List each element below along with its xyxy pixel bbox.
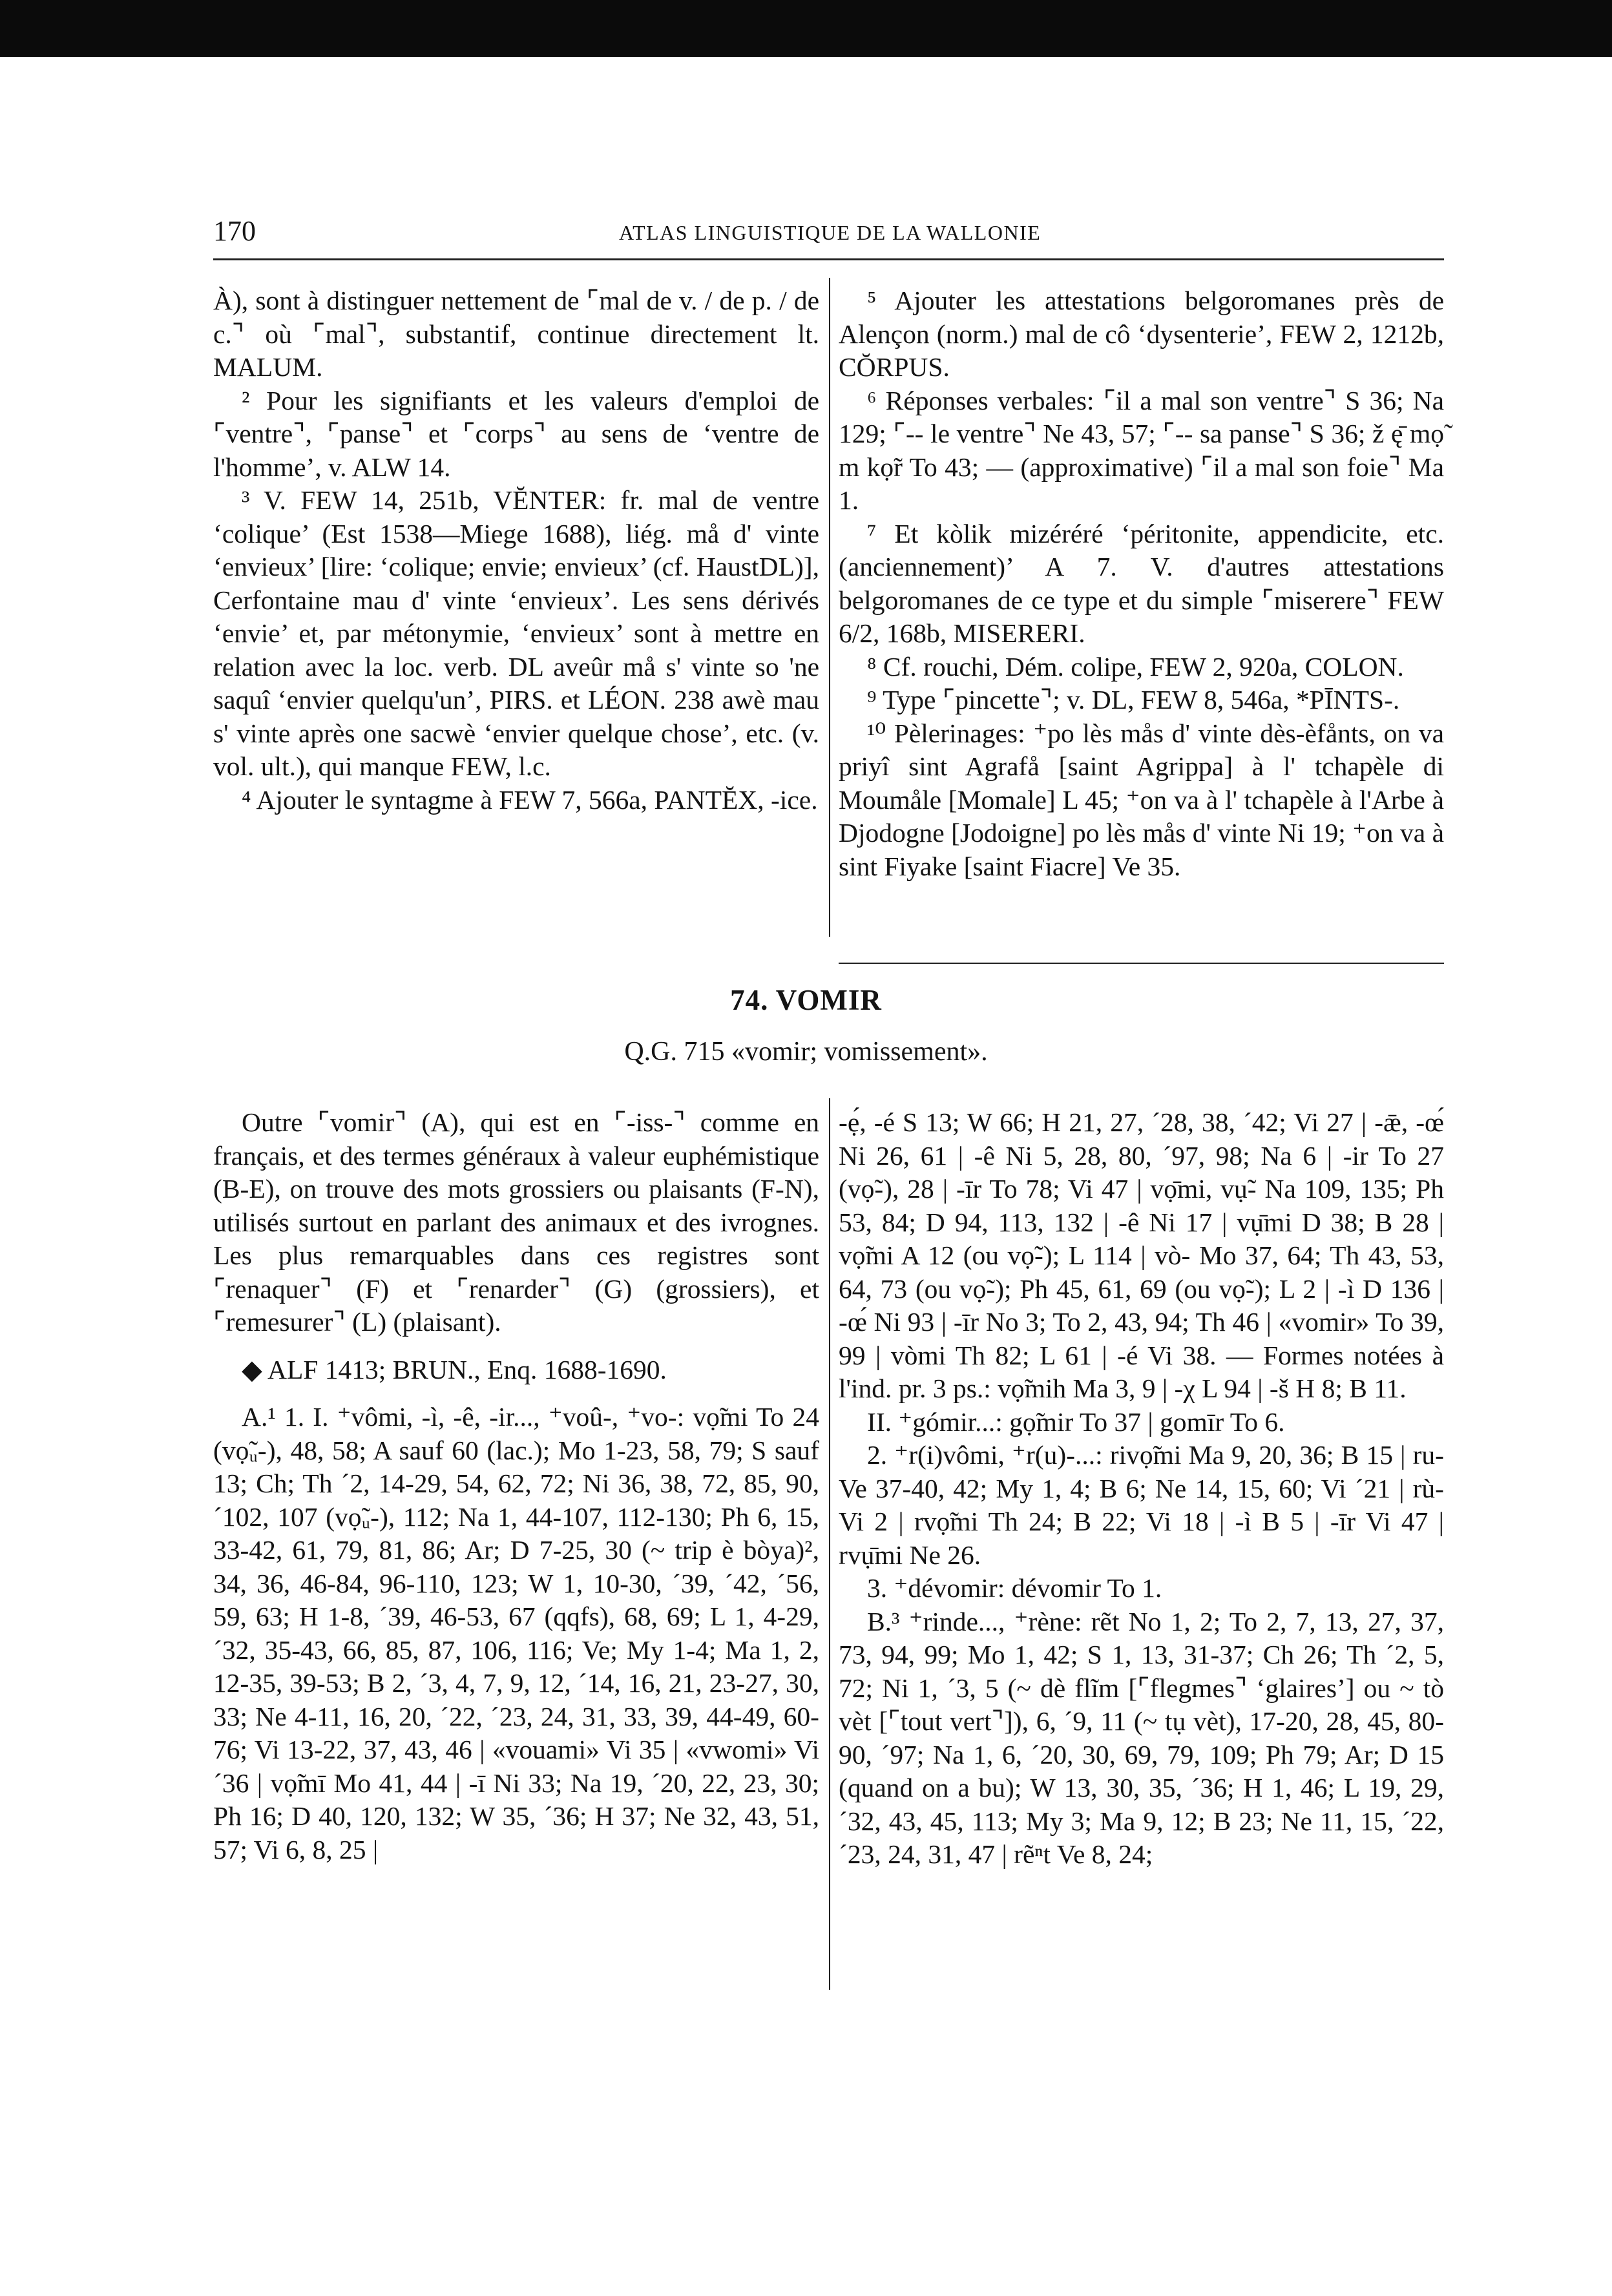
footnote-3: ³ V. FEW 14, 251b, VĔNTER: fr. mal de ventre ‘colique’ (Est 1538—Miege 1688), liég. må d' vinte ‘envieux’ [lire: ‘colique; envie; envieux’ (cf. HaustDL)], Cerfontaine mau d' vinte ‘envieux’. Les sens dérivés ‘envie’ et, par métonymie, ‘envieux’ sont à mettre en relation avec la loc. verb. DL aveûr må s' vinte so 'ne saquî ‘envier quelqu'un’, PIRS. et LÉON. 238 awè mau s' vinte après one sacwè ‘envier quelque chose’, etc. (v. vol. ult.), qui manque FEW, l.c.	[213, 485, 819, 781]
footnote-9: ⁹ Type ⌜pincette⌝; v. DL, FEW 8, 546a, *PĪNTS-.	[867, 685, 1400, 715]
body-right-column	[839, 1106, 1444, 1872]
references-line: ◆ ALF 1413; BRUN., Enq. 1688-1690.	[242, 1354, 667, 1384]
entry-a-1: A.¹ 1. I. ⁺vômi, -ì, -ê, -ir..., ⁺voû-, ⁺vo-: vọ̃mi To 24 (vọ̃ᵤ-), 48, 58; A sauf 60 (lac.); Mo 1-23, 58, 79; S sauf 13; Ch; Th ´2, 14-29, 54, 62, 72; Ni 36, 38, 72, 85, 90, ´102, 107 (vọ̃ᵤ-), 112; Na 1, 44-107, 112-130; Ph 6, 15, 33-42, 61, 79, 81, 86; Ar; D 7-25, 30 (~ trip è bòya)², 34, 36, 46-84, 96-110, 123; W 1, 10-30, ´39, ´42, ´56, 59, 63; H 1-8, ´39, 46-53, 67 (qqfs), 68, 69; L 1, 4-29, ´32, 35-43, 66, 85, 87, 106, 116; Ve; My 1-4; Ma 1, 2, 12-35, 39-53; B 2, ´3, 4, 7, 9, 12, ´14, 16, 21, 23-27, 30, 33; Ne 4-11, 16, 20, ´22, ´23, 24, 31, 33, 39, 44-49, 60-76; Vi 13-22, 37, 43, 46 | «vouami» Vi 35 | «vwomi» Vi ´36 | vọ̃mī Mo 41, 44 | -ī Ni 33; Na 19, ´20, 22, 23, 30; Ph 16; D 40, 120, 132; W 35, ´36; H 37; Ne 32, 43, 51, 57; Vi 6, 8, 25 |	[213, 1402, 819, 1864]
scan-top-border	[0, 0, 1612, 57]
intro-paragraph: Outre ⌜vomir⌝ (A), qui est en ⌜-iss-⌝ comme en français, et des termes généraux à valeur euphémistique (B-E), on trouve des mots grossiers ou plaisants (F-N), utilisés surtout en parlant des animaux et des ivrognes. Les plus remarquables dans ces registres sont ⌜renaquer⌝ (F) et ⌜renarder⌝ (G) (grossiers), et ⌜remesurer⌝ (L) (plaisant).	[213, 1107, 819, 1337]
entry-b: B.³ ⁺rinde..., ⁺rène: rẽt No 1, 2; To 2, 7, 13, 27, 37, 73, 94, 99; Mo 1, 42; S 1, 13, 31-37; Ch 26; Th ´2, 5, 72; Ni 1, ´3, 5 (~ dè flĩm [⌜flegmes⌝ ‘glaires’] ou ~ tò vèt [⌜tout vert⌝]), 6, ´9, 11 (~ tụ vèt), 17-20, 28, 45, 80-90, ´97; Na 1, 6, ´20, 30, 69, 79, 109; Ph 79; Ar; D 15 (quand on a bu); W 13, 30, 35, ´36; H 1, 46; L 19, 29, ´32, 43, 45, 113; My 3; Ma 9, 12; B 23; Ne 11, 15, ´22, ´23, 24, 31, 47 | rẽⁿt Ve 8, 24;	[839, 1606, 1444, 1869]
entry-a-1-II: II. ⁺gómir...: gọ̃mir To 37 | gomīr To 6.	[867, 1406, 1285, 1437]
body-left-column	[213, 1106, 819, 1866]
entry-a-3: 3. ⁺dévomir: dévomir To 1.	[867, 1573, 1162, 1603]
section-title: 74. VOMIR	[730, 984, 882, 1016]
footnote-4: ⁴ Ajouter le syntagme à FEW 7, 566a, PANTĔX, -ice.	[242, 784, 818, 815]
entry-a-1-continued: -ẹ́, -é S 13; W 66; H 21, 27, ´28, 38, ´42; Vi 27 | -ǣ, -œ́ Ni 26, 61 | -ê Ni 5, 28, 80, ´97, 98; Na 6 | -ir To 27 (vọ̃-), 28 | -īr To 78; Vi 47 | vọ̄mi, vụ̃- Na 109, 135; Ph 53, 84; D 94, 113, 132 | -ê Ni 17 | vụ̄mi D 38; B 28 | vọ̃mi A 12 (ou vọ̃-); L 114 | vò- Mo 37, 64; Th 43, 53, 64, 73 (ou vọ̃-); Ph 45, 61, 69 (ou vọ̃-); L 2 | -ì D 136 | -œ́ Ni 93 | -īr No 3; To 2, 43, 94; Th 46 | «vomir» To 39, 99 | vòmi Th 82; L 61 | -é Vi 38. — Formes notées à l'ind. pr. 3 ps.: vọ̃mih Ma 3, 9 | -χ L 94 | -š H 8; B 11.	[839, 1107, 1444, 1403]
running-title: ATLAS LINGUISTIQUE DE LA WALLONIE	[619, 221, 1042, 244]
footnote-end-rule	[839, 963, 1444, 964]
footnote-2: ² Pour les signifiants et les valeurs d'emploi de ⌜ventre⌝, ⌜panse⌝ et ⌜corps⌝ au sens de ‘ventre de l'homme’, v. ALW 14.	[213, 385, 819, 482]
section-subtitle: Q.G. 715 «vomir; vomissement».	[624, 1037, 988, 1067]
footnote-5: ⁵ Ajouter les attestations belgoromanes près de Alençon (norm.) mal de cô ‘dysenterie’, FEW 2, 1212b, CŎRPUS.	[839, 286, 1444, 382]
footnote-6: ⁶ Réponses verbales: ⌜il a mal son ventre⌝ S 36; Na 129; ⌜-- le ventre⌝ Ne 43, 57; ⌜-- sa panse⌝ S 36; ž ę̄ mọ̃ m kọ̃r To 43; — (approximative) ⌜il a mal son foie⌝ Ma 1.	[839, 385, 1444, 515]
running-header	[213, 213, 1444, 260]
footnote-continuation: À), sont à distinguer nettement de ⌜mal de v. / de p. / de c.⌝ où ⌜mal⌝, substantif, continue directement lt. MALUM.	[213, 286, 819, 382]
footnote-7: ⁷ Et kòlik mizéréré ‘péritonite, appendicite, etc. (anciennement)’ A 7. V. d'autres attestations belgoromanes de ce type et du simple ⌜miserere⌝ FEW 6/2, 168b, MISERERI.	[839, 518, 1444, 648]
column-rule-body	[829, 1098, 830, 1990]
footnotes-right-column	[839, 284, 1444, 883]
footnotes-left-column	[213, 284, 819, 817]
page-number: 170	[213, 215, 256, 247]
entry-a-2: 2. ⁺r(i)vômi, ⁺r(u)-...: rivọ̃mi Ma 9, 20, 36; B 15 | ru- Ve 37-40, 42; My 1, 4; B 6; Ne 14, 15, 60; Vi ´21 | rù- Vi 2 | rvọ̃mi Th 24; B 22; Vi 18 | -ì B 5 | -īr Vi 47 | rvụ̄mi Ne 26.	[839, 1440, 1444, 1570]
column-rule-footnotes	[829, 278, 830, 937]
footnote-10: ¹⁰ Pèlerinages: ⁺po lès mås d' vinte dès-èfånts, on va priyî sint Agrafå [saint Agrippa] à l' tchapèle di Moumåle [Momale] L 45; ⁺on va à l' tchapèle à l'Arbe à Djodogne [Jodoigne] po lès mås d' vinte Ni 19; ⁺on va à sint Fiyake [saint Fiacre] Ve 35.	[839, 718, 1444, 881]
footnote-8: ⁸ Cf. rouchi, Dém. colipe, FEW 2, 920a, COLON.	[867, 651, 1404, 682]
